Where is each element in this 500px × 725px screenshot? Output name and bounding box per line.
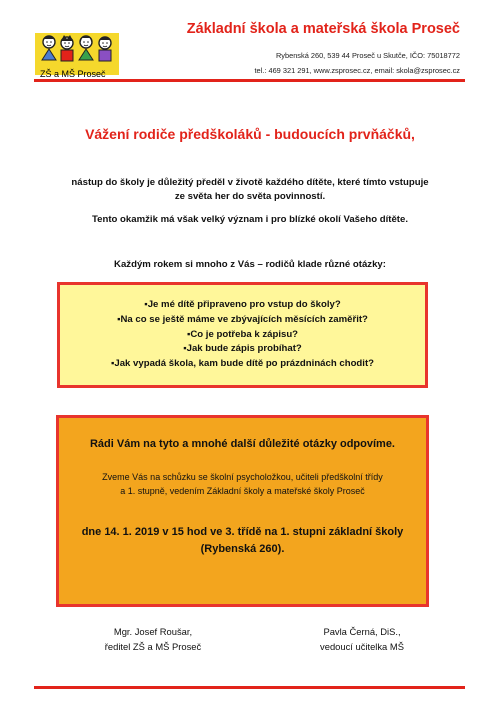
- meeting-date-line-1: dne 14. 1. 2019 v 15 hod ve 3. třídě na 1. stupni základní školy: [81, 526, 404, 538]
- principal-name: Mgr. Josef Roušar,: [113, 626, 193, 637]
- logo-caption: ZŠ a MŠ Proseč: [40, 69, 106, 79]
- importance-paragraph: Tento okamžik má však velký význam i pro blízké okolí Vašeho dítěte.: [91, 214, 408, 225]
- principal-role: ředitel ZŠ a MŠ Proseč: [104, 640, 202, 652]
- question-item: ▪Co je potřeba k zápisu?: [186, 328, 299, 340]
- invitation-body-line-2: a 1. stupně, vedením Základní školy a mateřské školy Proseč: [120, 486, 365, 497]
- question-item: ▪Na co se ještě máme ve zbývajících měsících zaměřit?: [117, 313, 368, 325]
- intro-line-2: ze světa her do světa povinností.: [174, 191, 326, 203]
- question-item: ▪Jak bude zápis probíhat?: [183, 343, 302, 355]
- signature-principal: [88, 625, 218, 654]
- question-item: ▪Jak vypadá škola, kam bude dítě po prázdninách chodit?: [110, 358, 375, 370]
- letter-greeting: Vážení rodiče předškoláků - budoucích prvňáčků,: [85, 126, 415, 142]
- intro-line-1: nástup do školy je důležitý předěl v životě každého dítěte, které tímto vstupuje: [71, 177, 429, 188]
- intro-paragraph: [40, 176, 460, 205]
- school-address: Rybenská 260, 539 44 Proseč u Skutče, IČO: 75018772: [275, 51, 460, 60]
- signature-head-teacher: [292, 625, 432, 654]
- invitation-box: [56, 415, 429, 607]
- question-item: ▪Je mé dítě připraveno pro vstup do školy?: [144, 298, 341, 310]
- invitation-heading: Rádi Vám na tyto a mnohé další důležité otázky odpovíme.: [89, 438, 395, 450]
- invitation-body: [69, 470, 416, 499]
- invitation-body-line-1: Zveme Vás na schůzku se školní psycholožkou, učiteli předškolní třídy: [102, 472, 383, 482]
- header-divider: [34, 79, 465, 82]
- footer-divider: [34, 686, 465, 689]
- questions-box: [57, 282, 428, 388]
- school-contact: tel.: 469 321 291, www.zsprosec.cz, email: skola@zsprosec.cz: [254, 66, 460, 75]
- meeting-date-line-2: (Rybenská 260).: [200, 542, 285, 555]
- meeting-date: [69, 524, 416, 557]
- school-name: Základní škola a mateřská škola Proseč: [186, 21, 460, 37]
- head-teacher-name: Pavla Černá, DiS.,: [323, 626, 401, 637]
- questions-intro: Každým rokem si mnoho z Vás – rodičů klade různé otázky:: [114, 259, 386, 270]
- head-teacher-role: vedoucí učitelka MŠ: [320, 640, 404, 652]
